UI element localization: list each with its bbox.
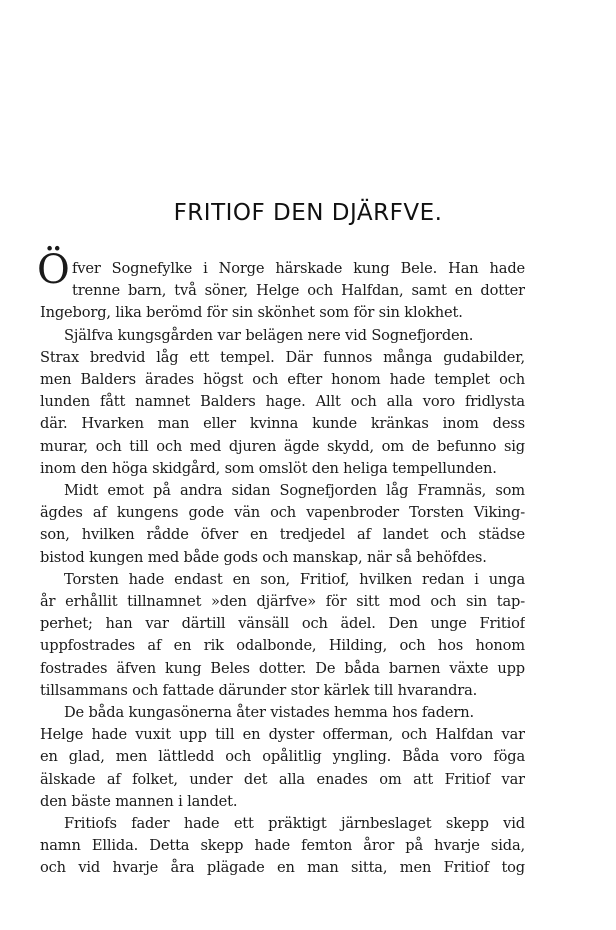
text-line: namn Ellida. Detta skepp hade femton åror på hvarje sida, (40, 837, 525, 855)
text-line: uppfostrades af en rik odalbonde, Hilding, och hos honom (40, 637, 525, 655)
text-line: Torsten hade endast en son, Fritiof, hvilken redan i unga (64, 570, 525, 588)
text-line: inom den höga skidgård, som omslöt den heliga tempellunden. (40, 459, 497, 477)
text-line: Strax bredvid låg ett tempel. Där funnos många gudabilder, (40, 348, 525, 366)
text-line: fver Sognefylke i Norge härskade kung Bele. Han hade (72, 260, 525, 277)
body-text (37, 247, 525, 880)
text-line: år erhållit tillnamnet »den djärfve» för sitt mod och sin tap- (40, 593, 525, 611)
text-line: ägdes af kungens gode vän och vapenbroder Torsten Viking- (40, 504, 525, 522)
text-line: en glad, men lättledd och opålitlig yngling. Båda voro föga (40, 748, 525, 766)
text-line: murar, och till och med djuren ägde skydd, om de befunno sig (40, 437, 525, 455)
drop-cap: Ö (37, 247, 70, 293)
text-line: älskade af folket, under det alla enades om att Fritiof var (40, 770, 525, 788)
text-line: trenne barn, två söner, Helge och Halfdan, samt en dotter (72, 282, 525, 300)
text-line: tillsammans och fattade därunder stor kärlek till hvarandra. (40, 681, 478, 699)
text-line: Helge hade vuxit upp till en dyster offerman, och Halfdan var (40, 726, 525, 744)
text-line: Midt emot på andra sidan Sognefjorden låg Framnäs, som (64, 482, 525, 500)
chapter-title: FRITIOF DEN DJÄRFVE. (173, 200, 443, 226)
text-line: fostrades äfven kung Beles dotter. De båda barnen växte upp (40, 659, 525, 677)
text-line: perhet; han var därtill vänsäll och ädel. Den unge Fritiof (40, 615, 525, 633)
text-line: Ingeborg, lika berömd för sin skönhet som för sin klokhet. (40, 304, 463, 322)
text-line: den bäste mannen i landet. (40, 792, 238, 810)
text-line: där. Hvarken man eller kvinna kunde kränkas inom dess (40, 415, 525, 433)
text-line: och vid hvarje åra plägade en man sitta, men Fritiof tog (40, 859, 525, 877)
text-line: Fritiofs fader hade ett präktigt järnbeslaget skepp vid (64, 815, 525, 833)
text-line: son, hvilken rådde öfver en tredjedel af landet och städse (40, 526, 525, 544)
text-line: men Balders ärades högst och efter honom hade templet och (40, 371, 525, 389)
text-line: lunden fått namnet Balders hage. Allt och alla voro fridlysta (40, 393, 525, 411)
text-line: bistod kungen med både gods och manskap, när så behöfdes. (40, 548, 487, 566)
text-line: De båda kungasönerna åter vistades hemma hos fadern. (64, 704, 474, 722)
text-line: Själfva kungsgården var belägen nere vid Sognefjorden. (64, 326, 474, 344)
